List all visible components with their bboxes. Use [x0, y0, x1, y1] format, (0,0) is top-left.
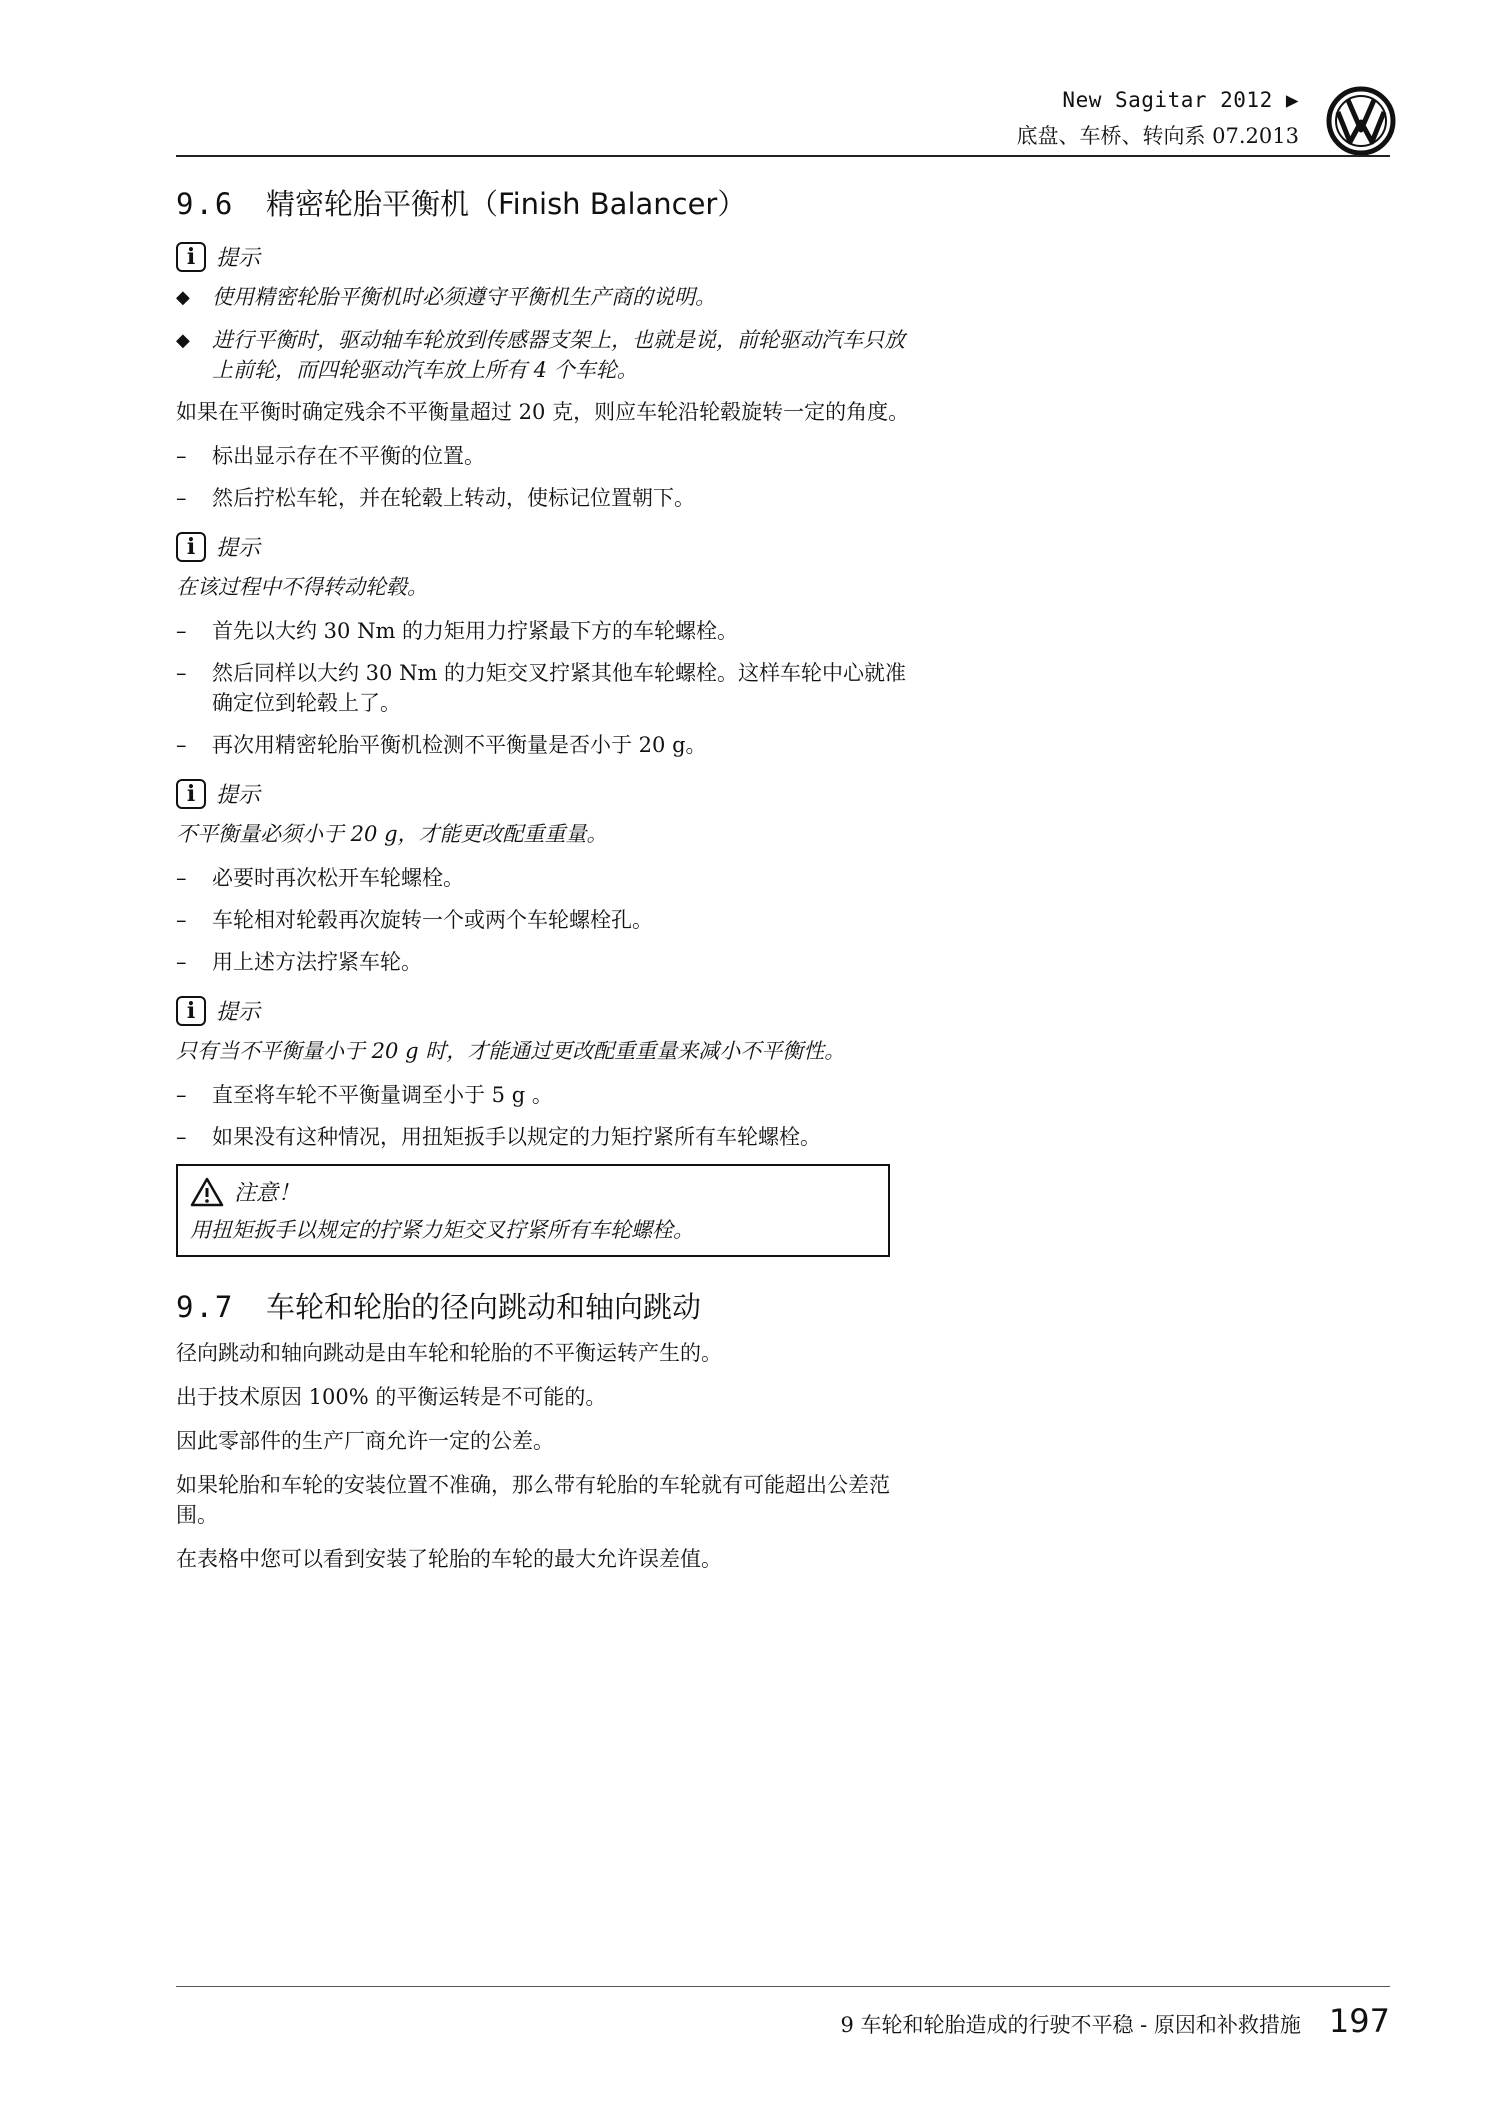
diamond-bullet-icon: ◆: [176, 330, 190, 351]
step-text: 车轮相对轮毂再次旋转一个或两个车轮螺栓孔。: [212, 908, 653, 932]
paragraph: 因此零部件的生产厂商允许一定的公差。: [176, 1429, 554, 1453]
section-number: 9.6: [176, 187, 235, 221]
info-icon: i: [176, 779, 206, 809]
step-item: [176, 947, 916, 977]
diamond-bullet-icon: ◆: [176, 287, 190, 308]
footer: [840, 2002, 1390, 2040]
dash-mark: –: [176, 486, 187, 510]
note-bullet: [176, 282, 916, 313]
caution-text: 用扭矩扳手以规定的拧紧力矩交叉拧紧所有车轮螺栓。: [190, 1218, 694, 1242]
paragraph: 在表格中您可以看到安装了轮胎的车轮的最大允许误差值。: [176, 1547, 722, 1571]
step-text: 再次用精密轮胎平衡机检测不平衡量是否小于 20 g。: [212, 733, 707, 757]
caution-heading: [190, 1176, 876, 1207]
info-icon: i: [176, 242, 206, 272]
note-label: 提示: [216, 246, 261, 271]
note-heading: [176, 995, 916, 1026]
dash-mark: –: [176, 1125, 187, 1149]
note-text: 只有当不平衡量小于 20 g 时，才能通过更改配重重量来减小不平衡性。: [176, 1039, 846, 1063]
step-item: [176, 658, 916, 718]
step-text: 首先以大约 30 Nm 的力矩用力拧紧最下方的车轮螺栓。: [212, 619, 739, 643]
paragraph: 如果在平衡时确定残余不平衡量超过 20 克，则应车轮沿轮毂旋转一定的角度。: [176, 400, 910, 424]
dash-mark: –: [176, 661, 187, 685]
note-label: 提示: [216, 783, 261, 808]
dash-mark: –: [176, 866, 187, 890]
note-heading: [176, 778, 916, 809]
note-label: 提示: [216, 536, 261, 561]
step-item: [176, 1080, 916, 1110]
section-title: 车轮和轮胎的径向跳动和轴向跳动: [266, 1290, 702, 1324]
vw-logo: [1326, 86, 1396, 156]
page-number: 197: [1328, 2002, 1390, 2040]
info-icon: i: [176, 996, 206, 1026]
dash-mark: –: [176, 1083, 187, 1107]
bullet-text: 进行平衡时，驱动轴车轮放到传感器支架上，也就是说，前轮驱动汽车只放上前轮，而四轮驱动汽车放上所有 4 个车轮。: [212, 328, 905, 382]
warning-triangle-icon: [190, 1177, 224, 1207]
info-icon: i: [176, 532, 206, 562]
note-text: 不平衡量必须小于 20 g，才能更改配重重量。: [176, 822, 608, 846]
step-text: 标出显示存在不平衡的位置。: [212, 444, 485, 468]
step-text: 然后同样以大约 30 Nm 的力矩交叉拧紧其他车轮螺栓。这样车轮中心就准确定位到轮毂上了。: [212, 661, 907, 715]
header-model: New Sagitar 2012 ▶: [1062, 88, 1299, 112]
dash-mark: –: [176, 619, 187, 643]
step-item: [176, 730, 916, 760]
dash-mark: –: [176, 444, 187, 468]
step-item: [176, 863, 916, 893]
step-text: 必要时再次松开车轮螺栓。: [212, 866, 464, 890]
dash-mark: –: [176, 908, 187, 932]
section-9-6-heading: [176, 182, 916, 223]
step-item: [176, 441, 916, 471]
dash-mark: –: [176, 733, 187, 757]
footer-rule: [176, 1986, 1390, 1987]
step-item: [176, 1122, 916, 1152]
paragraph: 出于技术原因 100% 的平衡运转是不可能的。: [176, 1385, 607, 1409]
note-text: 在该过程中不得转动轮毂。: [176, 575, 428, 599]
note-heading: [176, 241, 916, 272]
footer-chapter: 9 车轮和轮胎造成的行驶不平稳 - 原因和补救措施: [840, 2013, 1301, 2037]
paragraph: 如果轮胎和车轮的安装位置不准确，那么带有轮胎的车轮就有可能超出公差范围。: [176, 1473, 890, 1527]
section-title: 精密轮胎平衡机（Finish Balancer）: [266, 187, 747, 221]
note-bullet: [176, 325, 916, 385]
section-number: 9.7: [176, 1290, 235, 1324]
step-text: 用上述方法拧紧车轮。: [212, 950, 422, 974]
header-chapter: 底盘、车桥、转向系 07.2013: [1016, 124, 1299, 148]
paragraph: 径向跳动和轴向跳动是由车轮和轮胎的不平衡运转产生的。: [176, 1341, 722, 1365]
step-item: [176, 483, 916, 513]
main-content: [176, 182, 916, 1588]
step-text: 直至将车轮不平衡量调至小于 5 g 。: [212, 1083, 553, 1107]
section-9-7-heading: [176, 1285, 916, 1326]
note-label: 提示: [216, 1000, 261, 1025]
note-heading: [176, 531, 916, 562]
caution-box: [176, 1164, 890, 1257]
caution-label: 注意！: [234, 1181, 301, 1206]
step-text: 如果没有这种情况，用扭矩扳手以规定的力矩拧紧所有车轮螺栓。: [212, 1125, 821, 1149]
bullet-text: 使用精密轮胎平衡机时必须遵守平衡机生产商的说明。: [212, 285, 716, 309]
step-item: [176, 905, 916, 935]
dash-mark: –: [176, 950, 187, 974]
header-rule: [176, 155, 1390, 157]
step-item: [176, 616, 916, 646]
step-text: 然后拧松车轮，并在轮毂上转动，使标记位置朝下。: [212, 486, 695, 510]
